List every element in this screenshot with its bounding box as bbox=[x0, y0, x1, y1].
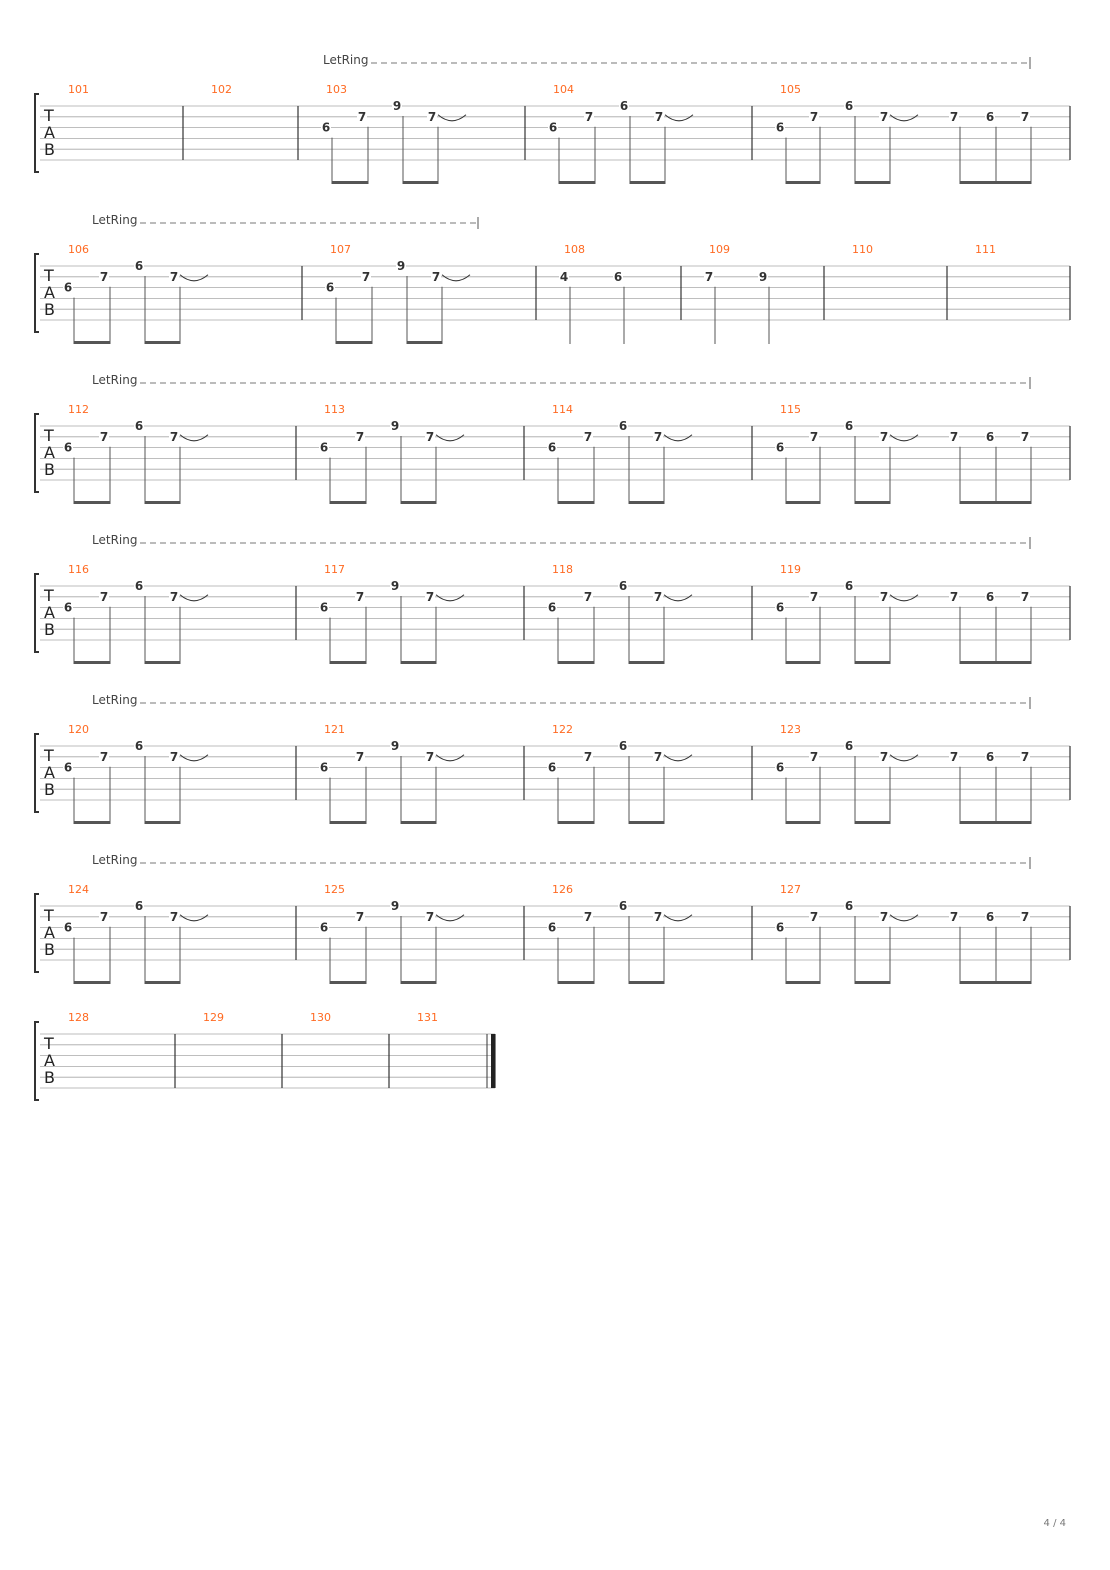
fret-number: 7 bbox=[809, 749, 819, 764]
fret-number: 6 bbox=[844, 579, 854, 593]
fret-number: 7 bbox=[653, 749, 663, 764]
measure-number: 128 bbox=[68, 1011, 89, 1024]
fret-number: 6 bbox=[63, 440, 73, 455]
fret-number: 6 bbox=[63, 760, 73, 775]
let-ring-label: LetRing bbox=[92, 693, 138, 707]
measure-number: 113 bbox=[324, 403, 345, 416]
fret-number: 6 bbox=[985, 429, 995, 444]
fret-number: 6 bbox=[63, 920, 73, 935]
note-beam bbox=[558, 661, 594, 664]
fret-number: 7 bbox=[879, 429, 889, 444]
fret-number: 7 bbox=[425, 909, 435, 924]
measure-number: 114 bbox=[552, 403, 573, 416]
note-beam bbox=[996, 821, 1031, 824]
fret-number: 7 bbox=[949, 589, 959, 604]
note-beam bbox=[960, 661, 996, 664]
fret-number: 7 bbox=[1020, 909, 1030, 924]
fret-number: 7 bbox=[355, 589, 365, 604]
measure-number: 112 bbox=[68, 403, 89, 416]
fret-number: 9 bbox=[390, 579, 400, 593]
note-beam bbox=[960, 981, 996, 984]
tab-system bbox=[35, 213, 1070, 344]
let-ring-label: LetRing bbox=[92, 533, 138, 547]
fret-number: 6 bbox=[547, 760, 557, 775]
fret-number: 7 bbox=[169, 429, 179, 444]
tie-arc bbox=[436, 595, 464, 601]
fret-number: 7 bbox=[169, 909, 179, 924]
measure-number: 123 bbox=[780, 723, 801, 736]
tie-arc bbox=[180, 435, 208, 441]
system-bracket bbox=[35, 254, 39, 332]
let-ring-label: LetRing bbox=[92, 853, 138, 867]
let-ring-label: LetRing bbox=[323, 53, 369, 67]
system-bracket bbox=[35, 1022, 39, 1100]
note-beam bbox=[855, 501, 890, 504]
fret-number: 7 bbox=[583, 749, 593, 764]
note-beam bbox=[558, 501, 594, 504]
fret-number: 7 bbox=[583, 909, 593, 924]
measure-number: 118 bbox=[552, 563, 573, 576]
tab-clef-letter: A bbox=[44, 923, 55, 942]
note-beam bbox=[855, 661, 890, 664]
fret-number: 6 bbox=[775, 440, 785, 455]
fret-number: 6 bbox=[985, 749, 995, 764]
tie-arc bbox=[890, 435, 918, 441]
tie-arc bbox=[436, 915, 464, 921]
fret-number: 7 bbox=[1020, 429, 1030, 444]
fret-number: 7 bbox=[583, 429, 593, 444]
note-beam bbox=[74, 341, 110, 344]
note-beam bbox=[401, 501, 436, 504]
tab-clef-letter: T bbox=[44, 426, 54, 445]
tab-clef-letter: B bbox=[44, 620, 55, 639]
note-beam bbox=[855, 821, 890, 824]
fret-number: 7 bbox=[99, 589, 109, 604]
tab-system bbox=[35, 53, 1070, 184]
fret-number: 7 bbox=[879, 589, 889, 604]
fret-number: 7 bbox=[949, 909, 959, 924]
note-beam bbox=[996, 661, 1031, 664]
fret-number: 6 bbox=[985, 589, 995, 604]
fret-number: 7 bbox=[357, 109, 367, 124]
measure-number: 115 bbox=[780, 403, 801, 416]
note-beam bbox=[558, 821, 594, 824]
note-beam bbox=[145, 981, 180, 984]
note-beam bbox=[74, 661, 110, 664]
fret-number: 6 bbox=[319, 920, 329, 935]
measure-number: 119 bbox=[780, 563, 801, 576]
tie-arc bbox=[442, 275, 470, 281]
note-beam bbox=[558, 981, 594, 984]
measure-number: 121 bbox=[324, 723, 345, 736]
note-beam bbox=[330, 821, 366, 824]
fret-number: 6 bbox=[547, 920, 557, 935]
tie-arc bbox=[664, 435, 692, 441]
fret-number: 6 bbox=[775, 760, 785, 775]
note-beam bbox=[74, 501, 110, 504]
system-bracket bbox=[35, 414, 39, 492]
note-beam bbox=[960, 181, 996, 184]
fret-number: 7 bbox=[654, 109, 664, 124]
fret-number: 4 bbox=[559, 269, 569, 284]
note-beam bbox=[960, 501, 996, 504]
tab-clef-letter: A bbox=[44, 283, 55, 302]
measure-number: 102 bbox=[211, 83, 232, 96]
tab-clef-letter: A bbox=[44, 1051, 55, 1070]
fret-number: 7 bbox=[361, 269, 371, 284]
tie-arc bbox=[436, 755, 464, 761]
fret-number: 7 bbox=[169, 749, 179, 764]
note-beam bbox=[996, 501, 1031, 504]
tie-arc bbox=[890, 755, 918, 761]
tab-clef-letter: B bbox=[44, 780, 55, 799]
fret-number: 7 bbox=[949, 109, 959, 124]
note-beam bbox=[786, 181, 820, 184]
measure-number: 131 bbox=[417, 1011, 438, 1024]
fret-number: 6 bbox=[321, 120, 331, 135]
fret-number: 7 bbox=[879, 109, 889, 124]
fret-number: 6 bbox=[844, 99, 854, 113]
tab-clef-letter: T bbox=[44, 746, 54, 765]
fret-number: 7 bbox=[425, 589, 435, 604]
system-bracket bbox=[35, 574, 39, 652]
fret-number: 7 bbox=[809, 429, 819, 444]
note-beam bbox=[559, 181, 595, 184]
measure-number: 129 bbox=[203, 1011, 224, 1024]
tie-arc bbox=[664, 915, 692, 921]
tab-clef-letter: B bbox=[44, 300, 55, 319]
measure-number: 107 bbox=[330, 243, 351, 256]
tab-clef-letter: T bbox=[44, 586, 54, 605]
fret-number: 6 bbox=[63, 600, 73, 615]
note-beam bbox=[332, 181, 368, 184]
fret-number: 6 bbox=[844, 739, 854, 753]
tab-system bbox=[35, 1011, 495, 1100]
note-beam bbox=[401, 661, 436, 664]
fret-number: 6 bbox=[985, 909, 995, 924]
fret-number: 7 bbox=[99, 749, 109, 764]
note-beam bbox=[629, 501, 664, 504]
fret-number: 7 bbox=[653, 429, 663, 444]
fret-number: 9 bbox=[390, 899, 400, 913]
fret-number: 9 bbox=[396, 259, 406, 273]
tab-system bbox=[35, 533, 1070, 664]
measure-number: 101 bbox=[68, 83, 89, 96]
measure-number: 111 bbox=[975, 243, 996, 256]
final-barline bbox=[491, 1034, 495, 1088]
fret-number: 7 bbox=[427, 109, 437, 124]
tab-clef-letter: T bbox=[44, 906, 54, 925]
fret-number: 6 bbox=[134, 739, 144, 753]
fret-number: 7 bbox=[809, 109, 819, 124]
tab-clef-letter: A bbox=[44, 443, 55, 462]
tie-arc bbox=[890, 115, 918, 121]
fret-number: 7 bbox=[949, 429, 959, 444]
fret-number: 6 bbox=[618, 899, 628, 913]
fret-number: 7 bbox=[584, 109, 594, 124]
fret-number: 6 bbox=[325, 280, 335, 295]
fret-number: 7 bbox=[653, 589, 663, 604]
tab-system bbox=[35, 373, 1070, 504]
tab-clef-letter: B bbox=[44, 140, 55, 159]
fret-number: 7 bbox=[355, 909, 365, 924]
fret-number: 7 bbox=[809, 909, 819, 924]
fret-number: 6 bbox=[775, 120, 785, 135]
fret-number: 6 bbox=[618, 579, 628, 593]
fret-number: 7 bbox=[1020, 589, 1030, 604]
fret-number: 6 bbox=[613, 269, 623, 284]
tab-clef-letter: A bbox=[44, 603, 55, 622]
fret-number: 6 bbox=[134, 899, 144, 913]
fret-number: 7 bbox=[99, 269, 109, 284]
tab-clef-letter: A bbox=[44, 763, 55, 782]
fret-number: 6 bbox=[319, 760, 329, 775]
tab-clef-letter: T bbox=[44, 266, 54, 285]
note-beam bbox=[855, 181, 890, 184]
fret-number: 6 bbox=[775, 600, 785, 615]
tab-clef-letter: A bbox=[44, 123, 55, 142]
measure-number: 117 bbox=[324, 563, 345, 576]
measure-number: 122 bbox=[552, 723, 573, 736]
fret-number: 6 bbox=[775, 920, 785, 935]
fret-number: 6 bbox=[548, 120, 558, 135]
fret-number: 7 bbox=[99, 909, 109, 924]
fret-number: 7 bbox=[355, 429, 365, 444]
fret-number: 7 bbox=[809, 589, 819, 604]
page-number: 4 / 4 bbox=[1043, 1518, 1066, 1529]
fret-number: 6 bbox=[844, 899, 854, 913]
fret-number: 6 bbox=[618, 419, 628, 433]
tab-system bbox=[35, 693, 1070, 824]
note-beam bbox=[786, 821, 820, 824]
measure-number: 116 bbox=[68, 563, 89, 576]
fret-number: 7 bbox=[704, 269, 714, 284]
measure-number: 127 bbox=[780, 883, 801, 896]
measure-number: 120 bbox=[68, 723, 89, 736]
note-beam bbox=[855, 981, 890, 984]
note-beam bbox=[629, 981, 664, 984]
note-beam bbox=[145, 821, 180, 824]
note-beam bbox=[401, 981, 436, 984]
system-bracket bbox=[35, 894, 39, 972]
tie-arc bbox=[890, 915, 918, 921]
tie-arc bbox=[180, 915, 208, 921]
system-bracket bbox=[35, 734, 39, 812]
measure-number: 108 bbox=[564, 243, 585, 256]
fret-number: 7 bbox=[355, 749, 365, 764]
note-beam bbox=[330, 981, 366, 984]
tie-arc bbox=[436, 435, 464, 441]
measure-number: 110 bbox=[852, 243, 873, 256]
fret-number: 6 bbox=[547, 600, 557, 615]
fret-number: 7 bbox=[879, 909, 889, 924]
fret-number: 7 bbox=[879, 749, 889, 764]
fret-number: 7 bbox=[583, 589, 593, 604]
fret-number: 7 bbox=[1020, 109, 1030, 124]
note-beam bbox=[996, 981, 1031, 984]
fret-number: 6 bbox=[134, 419, 144, 433]
note-beam bbox=[145, 501, 180, 504]
note-beam bbox=[786, 501, 820, 504]
fret-number: 7 bbox=[169, 589, 179, 604]
fret-number: 9 bbox=[758, 269, 768, 284]
note-beam bbox=[630, 181, 665, 184]
measure-number: 126 bbox=[552, 883, 573, 896]
measure-number: 103 bbox=[326, 83, 347, 96]
fret-number: 6 bbox=[134, 259, 144, 273]
note-beam bbox=[407, 341, 442, 344]
system-bracket bbox=[35, 94, 39, 172]
tie-arc bbox=[890, 595, 918, 601]
fret-number: 7 bbox=[425, 429, 435, 444]
note-beam bbox=[401, 821, 436, 824]
fret-number: 6 bbox=[547, 440, 557, 455]
tie-arc bbox=[665, 115, 693, 121]
tab-clef-letter: B bbox=[44, 940, 55, 959]
fret-number: 6 bbox=[319, 600, 329, 615]
tie-arc bbox=[438, 115, 466, 121]
measure-number: 104 bbox=[553, 83, 574, 96]
fret-number: 7 bbox=[169, 269, 179, 284]
fret-number: 7 bbox=[949, 749, 959, 764]
fret-number: 7 bbox=[653, 909, 663, 924]
fret-number: 6 bbox=[319, 440, 329, 455]
fret-number: 7 bbox=[425, 749, 435, 764]
note-beam bbox=[960, 821, 996, 824]
tie-arc bbox=[180, 595, 208, 601]
note-beam bbox=[74, 981, 110, 984]
fret-number: 6 bbox=[134, 579, 144, 593]
measure-number: 130 bbox=[310, 1011, 331, 1024]
note-beam bbox=[786, 981, 820, 984]
note-beam bbox=[336, 341, 372, 344]
tie-arc bbox=[180, 275, 208, 281]
fret-number: 6 bbox=[619, 99, 629, 113]
note-beam bbox=[145, 661, 180, 664]
note-beam bbox=[996, 181, 1031, 184]
fret-number: 6 bbox=[844, 419, 854, 433]
fret-number: 7 bbox=[431, 269, 441, 284]
let-ring-label: LetRing bbox=[92, 213, 138, 227]
measure-number: 109 bbox=[709, 243, 730, 256]
note-beam bbox=[330, 661, 366, 664]
tab-clef-letter: T bbox=[44, 1034, 54, 1053]
note-beam bbox=[330, 501, 366, 504]
let-ring-label: LetRing bbox=[92, 373, 138, 387]
fret-number: 9 bbox=[390, 739, 400, 753]
note-beam bbox=[74, 821, 110, 824]
fret-number: 6 bbox=[618, 739, 628, 753]
note-beam bbox=[629, 821, 664, 824]
fret-number: 9 bbox=[392, 99, 402, 113]
tie-arc bbox=[664, 595, 692, 601]
tie-arc bbox=[180, 755, 208, 761]
fret-number: 6 bbox=[63, 280, 73, 295]
note-beam bbox=[786, 661, 820, 664]
fret-number: 7 bbox=[99, 429, 109, 444]
measure-number: 106 bbox=[68, 243, 89, 256]
tie-arc bbox=[664, 755, 692, 761]
fret-number: 6 bbox=[985, 109, 995, 124]
note-beam bbox=[145, 341, 180, 344]
note-beam bbox=[629, 661, 664, 664]
tab-clef-letter: B bbox=[44, 460, 55, 479]
note-beam bbox=[403, 181, 438, 184]
measure-number: 105 bbox=[780, 83, 801, 96]
measure-number: 125 bbox=[324, 883, 345, 896]
fret-number: 9 bbox=[390, 419, 400, 433]
fret-number: 7 bbox=[1020, 749, 1030, 764]
measure-number: 124 bbox=[68, 883, 89, 896]
tab-clef-letter: T bbox=[44, 106, 54, 125]
tab-system bbox=[35, 853, 1070, 984]
tab-clef-letter: B bbox=[44, 1068, 55, 1087]
